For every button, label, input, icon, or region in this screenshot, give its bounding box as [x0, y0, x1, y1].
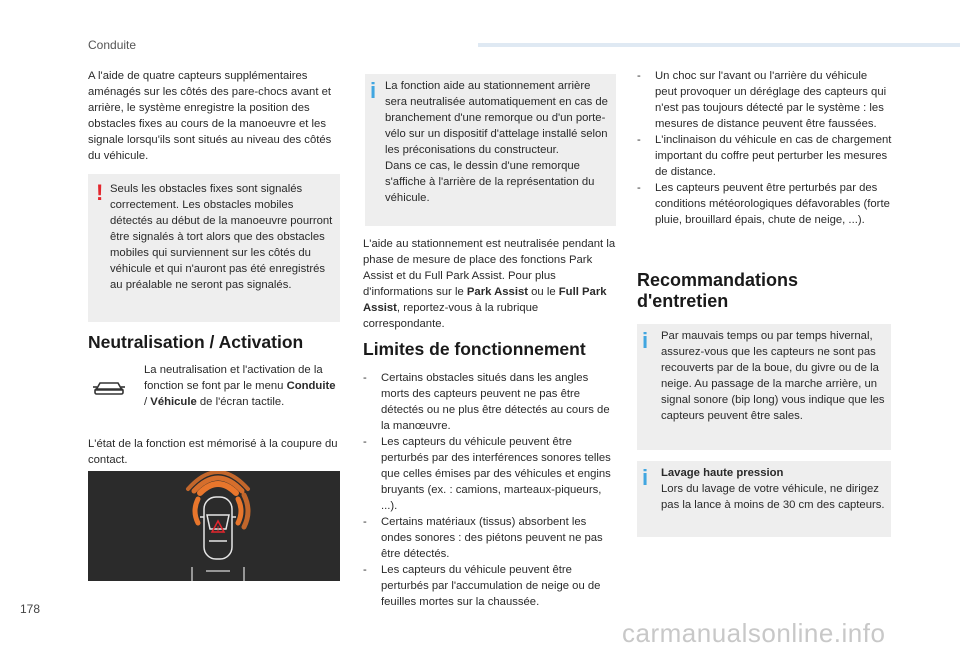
memo-paragraph: L'état de la fonction est mémorisé à la coupure du contact. [88, 438, 338, 466]
front-sensor-arcs [188, 472, 248, 493]
info-text-washing: Lavage haute pression Lors du lavage de votre véhicule, ne dirigez pas la lance à moins de 30 cm des capteurs. [661, 467, 885, 511]
car-settings-icon [92, 376, 126, 398]
heading-recommandations: Recommandations d'entretien [637, 270, 799, 311]
warning-triangle-icon [212, 521, 224, 533]
info-icon: i [642, 465, 649, 490]
list-item: - Les capteurs du véhicule peuvent être perturbés par des interférences sonores telles que celles émises par des véhicules et engins bruyants (ex. : camions, marteaux-piqueurs, ...). [363, 434, 617, 514]
info-box-washing [637, 461, 891, 537]
info-text-weather: Par mauvais temps ou par temps hivernal, assurez-vous que les capteurs ne sont pas recouverts par de la boue, du givre ou de la neige. Au passage de la marche arrière, un signal sonore (bip long) vous indique que les capteurs peuvent être sales. [661, 330, 885, 422]
park-assist-paragraph: L'aide au stationnement est neutralisée pendant la phase de mesure de place des fonctions Park Assist et du Full Park Assist. Pour plus d'informations sur le Park Assist ou le Full Park Assist, reportez-vous à la rubrique correspondante. [363, 238, 616, 330]
list-item: - Les capteurs du véhicule peuvent être perturbés par l'accumulation de neige ou de feuilles mortes sur la chaussée. [363, 562, 617, 610]
activation-text: La neutralisation et l'activation de la fonction se font par le menu Conduite / Véhicule de l'écran tactile. [144, 364, 336, 408]
header-bar [478, 43, 960, 47]
list-item: - Certains obstacles situés dans les angles morts des capteurs peuvent ne pas être détectés ou ne plus être détectés au cours de la manœuvre. [363, 370, 617, 434]
list-item: - Les capteurs peuvent être perturbés par des conditions météorologiques défavorables (forte pluie, brouillard épais, chute de neige, ...). [637, 180, 892, 228]
warning-icon: ! [96, 180, 104, 205]
info-icon: i [642, 328, 649, 353]
heading-neutralisation: Neutralisation / Activation [88, 332, 304, 352]
info-box-weather [637, 324, 891, 450]
section-label: Conduite [88, 38, 137, 52]
list-item: - Certains matériaux (tissus) absorbent les ondes sonores : des piétons peuvent ne pas être détectés. [363, 514, 617, 562]
warning-box [88, 174, 340, 322]
svg-text:!: ! [216, 526, 220, 533]
info-box-trailer [365, 74, 616, 226]
warning-text: Seuls les obstacles fixes sont signalés correctement. Les obstacles mobiles détectés au début de la manoeuvre pourront être signalés à tort alors que des obstacles mobiles qui surviennent sur les côtés du véhicule et qui n'auront pas été enregistrés au préalable ne seront pas signalés. [110, 183, 333, 291]
limits-list [363, 370, 617, 610]
heading-limites: Limites de fonctionnement [363, 339, 586, 359]
intro-paragraph: A l'aide de quatre capteurs supplémentaires aménagés sur les côtés des pare-chocs avant et arrière, le système enregistre la position des obstacles fixes au cours de la manoeuvre et les signale lorsqu'ils sont situés au niveau des côtés du véhicule. [88, 70, 332, 162]
page-number: 178 [20, 602, 41, 616]
info-icon: i [370, 78, 377, 103]
list-item: - L'inclinaison du véhicule en cas de chargement important du coffre peut perturber les mesures de distance. [637, 132, 892, 180]
info-text-trailer: La fonction aide au stationnement arrière sera neutralisée automatiquement en cas de branchement d'une remorque ou d'un porte-vélo sur un dispositif d'attelage installé selon les préconisations du constructeur. Dans ce cas, le dessin d'une remorque s'affiche à l'arrière de la représentation du véhicule. [385, 80, 608, 204]
side-sensor-arcs [195, 495, 248, 527]
parking-sensor-illustration [88, 471, 340, 581]
list-item: - Un choc sur l'avant ou l'arrière du véhicule peut provoquer un déréglage des capteurs qui n'est pas toujours détecté par le système : les mesures de distance peuvent être faussées. [637, 68, 892, 132]
watermark: carmanualsonline.info [622, 618, 886, 648]
limits-list-continued [637, 68, 892, 228]
